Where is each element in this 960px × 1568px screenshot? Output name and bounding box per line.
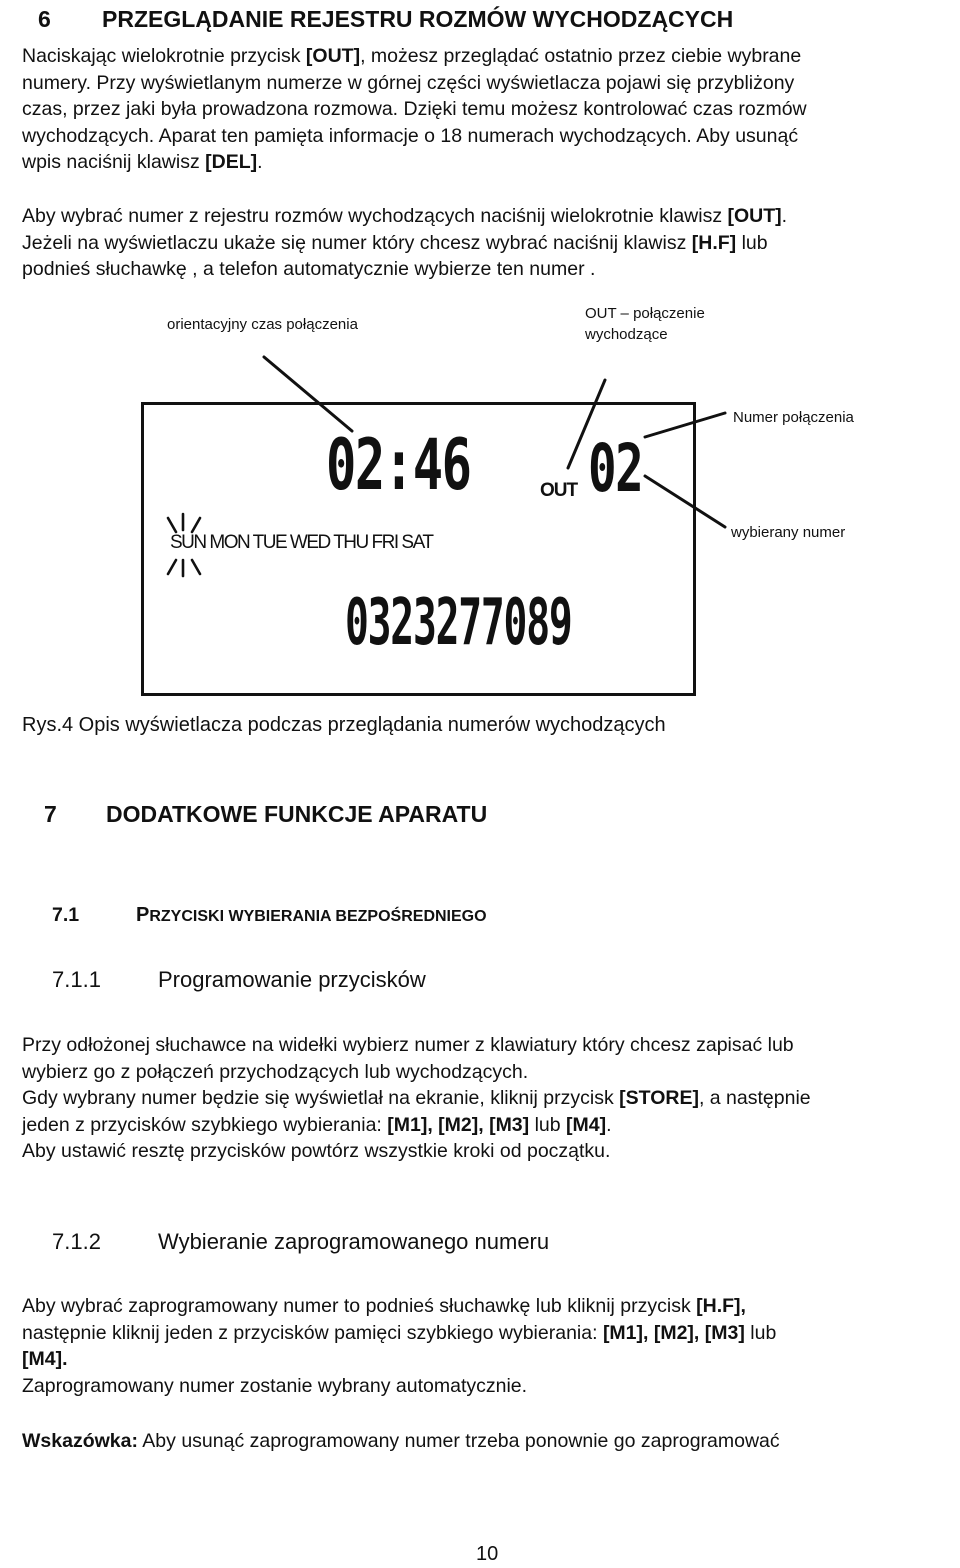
figure-caption: Rys.4 Opis wyświetlacza podczas przeglądania numerów wychodzących — [22, 714, 666, 736]
text-line: wpis naciśnij klawisz [DEL]. — [22, 151, 263, 173]
label-call-index: Numer połączenia — [733, 409, 854, 426]
section-number: 7 — [44, 801, 57, 827]
text-line: wychodzących. Aparat ten pamięta informacje o 18 numerach wychodzących. Aby usunąć — [22, 124, 799, 147]
text-line: Aby wybrać zaprogramowany numer to podnieś słuchawkę lub kliknij przycisk [H.F], — [22, 1295, 746, 1317]
tip-label: Wskazówka: — [22, 1430, 138, 1452]
text-line: Jeżeli na wyświetlaczu ukaże się numer który chcesz wybrać naciśnij klawisz [H.F] lub — [22, 231, 768, 254]
section-7-heading — [44, 801, 487, 828]
label-out-line2: wychodzące — [585, 326, 668, 343]
text-line: czas, przez jaki była prowadzona rozmowa. Dzięki temu możesz kontrolować czas rozmów — [22, 98, 807, 120]
section-title: DODATKOWE FUNKCJE APARATU — [106, 801, 488, 827]
label-out-line1: OUT – połączenie — [585, 305, 705, 322]
label-call-time: orientacyjny czas połączenia — [167, 316, 358, 333]
lcd-out-indicator: OUT — [540, 480, 578, 501]
text-line: numery. Przy wyświetlanym numerze w górnej części wyświetlacza pojawi się przybliżony — [22, 71, 795, 94]
section-7-1-2-heading — [52, 1229, 549, 1255]
callout-line-index — [645, 413, 725, 437]
text-line: [M4]. — [22, 1348, 68, 1370]
text-line: wybierz go z połączeń przychodzących lub wychodzących. — [22, 1060, 529, 1083]
section-title: Wybieranie zaprogramowanego numeru — [158, 1229, 550, 1254]
label-dialed-number: wybierany numer — [731, 524, 846, 541]
text-line: Zaprogramowany numer zostanie wybrany automatycznie. — [22, 1374, 528, 1397]
section-7-1-heading: 7.1 PRZYCISKI WYBIERANIA BEZPOŚREDNIEGO — [52, 904, 487, 926]
text-line: jeden z przycisków szybkiego wybierania: [M1], [M2], [M3] lub [M4]. — [22, 1113, 612, 1136]
section-number: 6 — [38, 6, 51, 32]
section-number: 7.1.1 — [52, 967, 101, 992]
tip-paragraph — [22, 1428, 780, 1455]
dialing-paragraph — [22, 1293, 776, 1399]
section-title: PRZEGLĄDANIE REJESTRU ROZMÓW WYCHODZĄCYCH — [102, 6, 734, 32]
section-title: Programowanie przycisków — [158, 967, 426, 992]
tip-text: Aby usunąć zaprogramowany numer trzeba ponownie go zaprogramować — [137, 1430, 780, 1452]
lcd-dialed-number: 0323277089 — [345, 586, 572, 660]
text-line: Aby wybrać numer z rejestru rozmów wychodzących naciśnij wielokrotnie klawisz [OUT]. — [22, 205, 788, 227]
text-line: Naciskając wielokrotnie przycisk [OUT], możesz przeglądać ostatnio przez ciebie wybrane — [22, 45, 802, 67]
text-line: Gdy wybrany numer będzie się wyświetlał na ekranie, kliknij przycisk [STORE], a następnie — [22, 1087, 811, 1109]
section-number: 7.1 — [52, 904, 80, 926]
page-number: 10 — [476, 1543, 499, 1565]
text-line: następnie kliknij jeden z przycisków pamięci szybkiego wybierania: [M1], [M2], [M3] lub — [22, 1321, 777, 1344]
callout-line-out — [568, 380, 605, 468]
text-line: Przy odłożonej słuchawce na widełki wybierz numer z klawiatury który chcesz zapisać lub — [22, 1034, 794, 1056]
lcd-call-time: 02:46 — [326, 424, 471, 506]
section-title: RZYCISKI WYBIERANIA BEZPOŚREDNIEGO — [149, 908, 487, 925]
callout-line-time — [264, 357, 352, 431]
callout-line-number — [645, 476, 725, 527]
section-7-1-1-heading — [52, 967, 426, 993]
text-line: Aby ustawić resztę przycisków powtórz wszystkie kroki od początku. — [22, 1140, 611, 1162]
blinking-indicator-icon — [168, 514, 200, 576]
text-line: podnieś słuchawkę , a telefon automatycznie wybierze ten numer . — [22, 258, 596, 280]
section-number: 7.1.2 — [52, 1229, 101, 1254]
lcd-weekdays: SUN MON TUE WED THU FRI SAT — [170, 532, 433, 553]
programming-paragraph — [22, 1032, 811, 1165]
lcd-call-index: 02 — [588, 430, 643, 507]
